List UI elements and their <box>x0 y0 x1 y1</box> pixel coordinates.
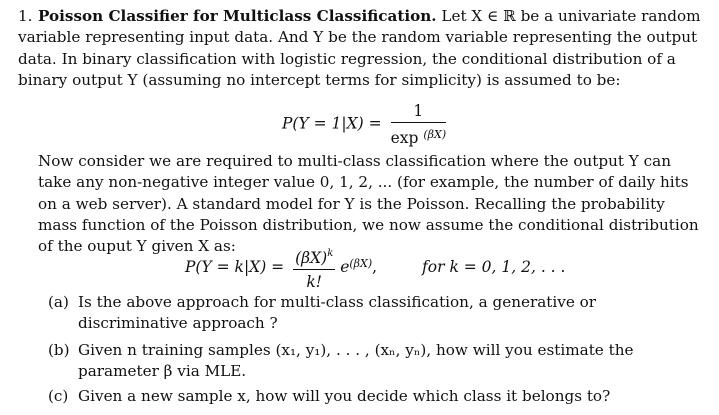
problem-number: 1. <box>18 7 33 25</box>
equation-2-comma: , <box>372 258 378 276</box>
equation-poisson <box>185 244 565 292</box>
equation-1-exp-arg: (βX) <box>423 128 447 141</box>
equation-2-exp-arg: (βX) <box>349 257 373 270</box>
problem-title: Poisson Classifier for Multiclass Classification. <box>38 7 437 25</box>
equation-2-lhs: P(Y = k|X) = <box>185 258 285 276</box>
question-part-b-label: (b) <box>48 341 70 359</box>
problem-intro-paragraph <box>18 6 704 91</box>
problem-middle-paragraph <box>38 151 704 257</box>
equation-2-denominator: k! <box>306 273 322 291</box>
equation-1-fraction <box>391 101 447 148</box>
question-part-a-text: Is the above approach for multi-class classification, a generative or discriminative approach ? <box>78 293 597 333</box>
equation-1-exp: exp <box>390 129 419 147</box>
question-part-c-text: Given a new sample x, how will you decide which class it belongs to? <box>78 387 611 405</box>
question-part-a-label: (a) <box>48 293 69 311</box>
equation-2-numerator-base: (βX) <box>295 249 328 267</box>
equation-2-exp-base: e <box>340 258 350 276</box>
equation-1-lhs: P(Y = 1|X) = <box>282 114 382 133</box>
equation-2-numerator <box>293 244 335 270</box>
equation-1-denominator <box>391 123 447 148</box>
equation-logistic <box>282 101 446 148</box>
problem-middle-text: Now consider we are required to multi-class classification where the output Y can take any non-negative integer value 0, 1, 2, ... (for example, the number of daily hits on a web server). A standard model for Y is the Poisson. Recalling the probability mass function of the Poisson distribution, we now assume the conditional distribution of the ouput Y given X as: <box>38 152 699 256</box>
equation-2-numerator-sup: k <box>327 248 334 259</box>
question-part-c-label: (c) <box>48 387 69 405</box>
problem-intro-text: Let X ∈ ℝ be a univariate random variable representing input data. And Y be the random variable representing the output data. In binary classification with logistic regression, the conditional distribution of a binary output Y (assuming no intercept terms for simplicity) is assumed to be: <box>18 7 701 89</box>
equation-2-fraction <box>293 244 335 292</box>
question-part-b-text: Given n training samples (x₁, y₁), . . . , (xₙ, yₙ), how will you estimate the parameter β via MLE. <box>78 341 634 381</box>
equation-1-numerator: 1 <box>391 101 447 123</box>
equation-2-condition: for k = 0, 1, 2, . . . <box>422 258 566 276</box>
